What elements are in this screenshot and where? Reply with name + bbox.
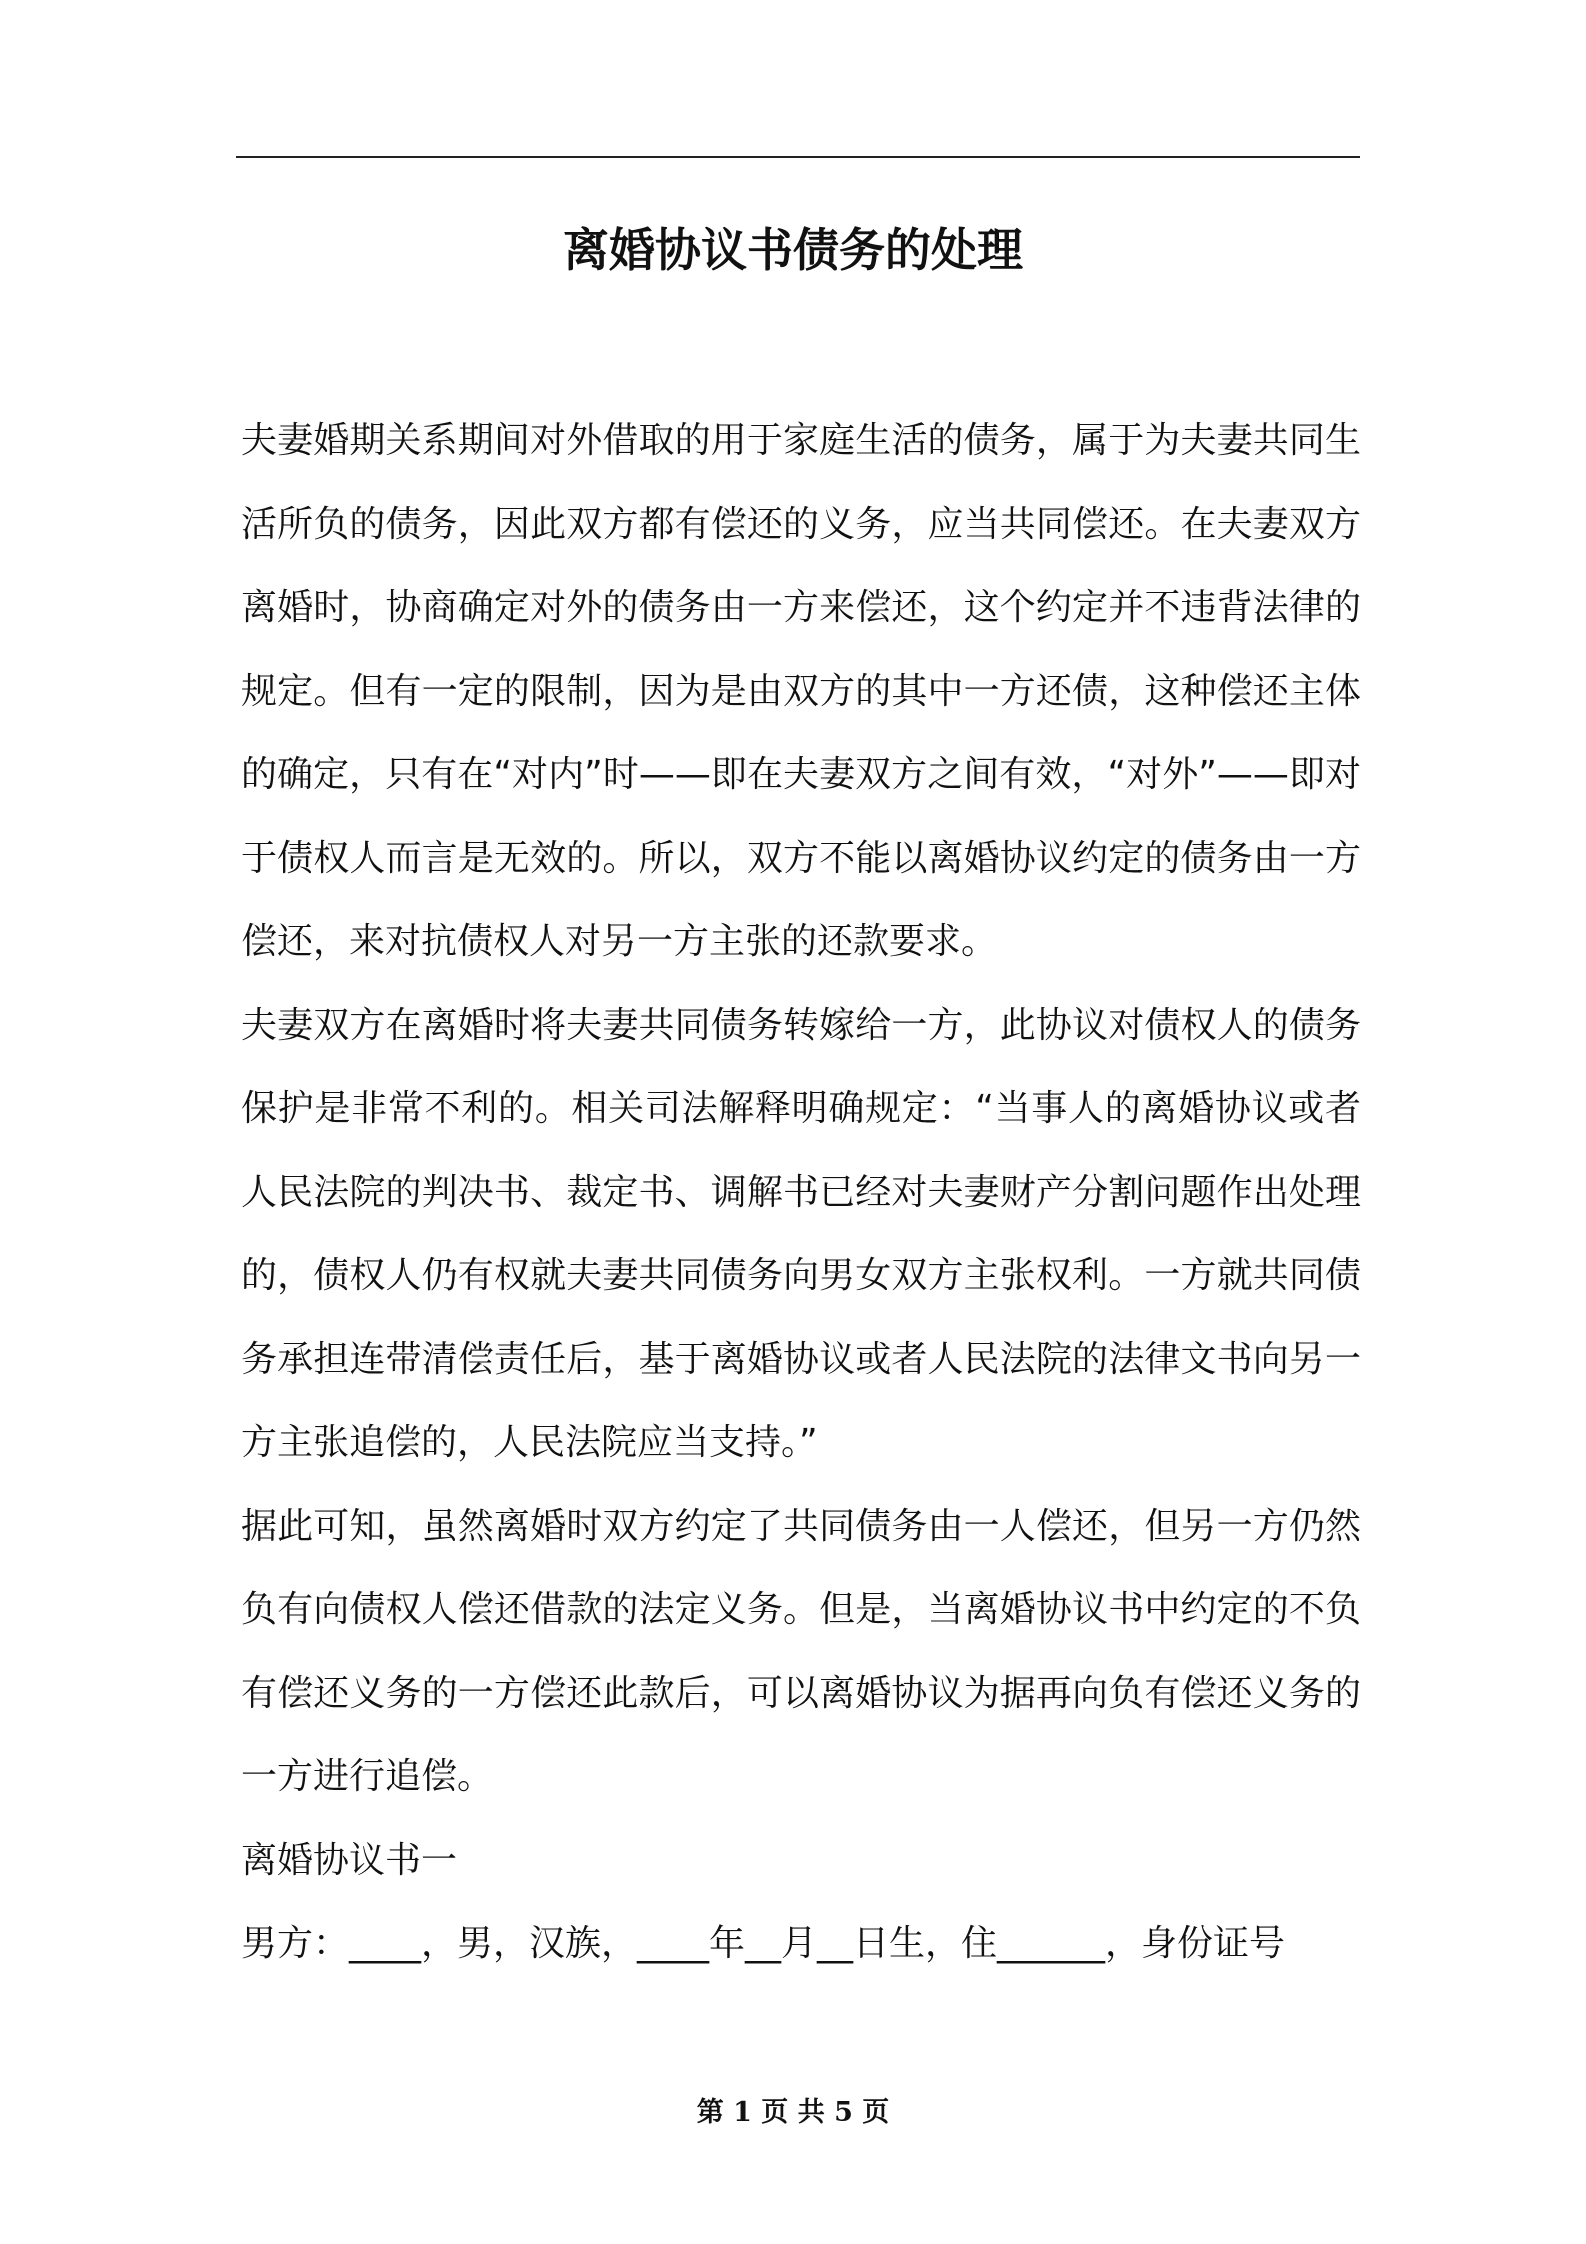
section-heading-agreement-one: 离婚协议书一 xyxy=(241,1839,458,1881)
paragraph-male-party: 男方：____，男，汉族，____年__月__日生，住______，身份证号 xyxy=(241,1923,1286,1964)
header-rule xyxy=(236,156,1360,158)
page-number-footer: 第 1 页 共 5 页 xyxy=(696,2097,890,2128)
document-title: 离婚协议书债务的处理 xyxy=(563,223,1023,277)
document-body xyxy=(241,399,1361,1986)
paragraph-judicial-interpretation: 夫妻双方在离婚时将夫妻共同债务转嫁给一方，此协议对债权人的债务保护是非常不利的。相关司法解释明确规定：“当事人的离婚协议或者人民法院的判决书、裁定书、调解书已经对夫妻财产分割问题作出处理的，债权人仍有权就夫妻共同债务向男女双方主张权利。一方就共同债务承担连带清偿责任后，基于离婚协议或者人民法院的法律文书向另一方主张追偿的，人民法院应当支持。” xyxy=(241,1004,1361,1463)
paragraph-debt-overview: 夫妻婚期关系期间对外借取的用于家庭生活的债务，属于为夫妻共同生活所负的债务，因此双方都有偿还的义务，应当共同偿还。在夫妻双方离婚时，协商确定对外的债务由一方来偿还，这个约定并不违背法律的规定。但有一定的限制，因为是由双方的其中一方还债，这种偿还主体的确定，只有在“对内”时——即在夫妻双方之间有效，“对外”——即对于债权人而言是无效的。所以，双方不能以离婚协议约定的债务由一方偿还，来对抗债权人对另一方主张的还款要求。 xyxy=(241,420,1361,962)
paragraph-conclusion: 据此可知，虽然离婚时双方约定了共同债务由一人偿还，但另一方仍然负有向债权人偿还借款的法定义务。但是，当离婚协议书中约定的不负有偿还义务的一方偿还此款后，可以离婚协议为据再向负有偿还义务的一方进行追偿。 xyxy=(241,1505,1361,1797)
